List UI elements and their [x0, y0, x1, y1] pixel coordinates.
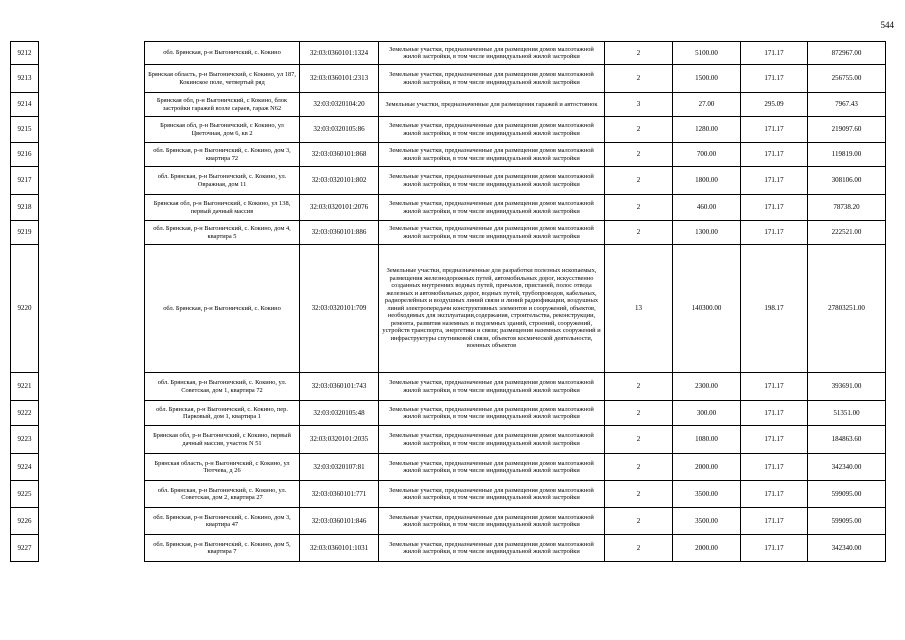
address-cell: обл. Брянская, р-н Выгоничский, с. Кокино — [145, 42, 300, 65]
specific-value-cell: 295.09 — [741, 93, 808, 117]
group-cell: 2 — [605, 535, 673, 562]
land-use-cell: Земельные участки, предназначенные для размещения домов малоэтажной жилой застройки, в том числе индивидуальной жилой застройки — [379, 535, 605, 562]
group-cell: 2 — [605, 508, 673, 535]
cadastral-number-cell: 32:03:0360101:743 — [300, 373, 379, 401]
specific-value-cell: 171.17 — [741, 143, 808, 167]
cadastral-number-cell: 32:03:0320107:81 — [300, 454, 379, 481]
group-cell: 2 — [605, 117, 673, 143]
table-row — [11, 195, 886, 221]
row-number-cell: 9220 — [11, 245, 39, 373]
row-number-cell: 9225 — [11, 481, 39, 508]
table-row — [11, 167, 886, 195]
land-use-cell: Земельные участки, предназначенные для размещения домов малоэтажной жилой застройки, в том числе индивидуальной жилой застройки — [379, 167, 605, 195]
group-cell: 2 — [605, 195, 673, 221]
address-cell: Брянская обл, р-н Выгоничский, с Кокино, ул 138, первый дачный массив — [145, 195, 300, 221]
address-cell: Брянская область, р-н Выгоничский, с Кокино, ул Тютчева, д 26 — [145, 454, 300, 481]
land-use-cell: Земельные участки, предназначенные для размещения домов малоэтажной жилой застройки, в том числе индивидуальной жилой застройки — [379, 508, 605, 535]
specific-value-cell: 171.17 — [741, 535, 808, 562]
cadastral-number-cell: 32:03:0360101:886 — [300, 221, 379, 245]
land-use-cell: Земельные участки, предназначенные для размещения домов малоэтажной жилой застройки, в том числе индивидуальной жилой застройки — [379, 426, 605, 454]
land-use-cell: Земельные участки, предназначенные для размещения домов малоэтажной жилой застройки, в том числе индивидуальной жилой застройки — [379, 117, 605, 143]
cadastral-value-cell: 342340.00 — [808, 535, 886, 562]
group-cell: 2 — [605, 167, 673, 195]
area-cell: 460.00 — [673, 195, 741, 221]
specific-value-cell: 171.17 — [741, 454, 808, 481]
area-cell: 2000.00 — [673, 535, 741, 562]
area-cell: 3500.00 — [673, 481, 741, 508]
area-cell: 2300.00 — [673, 373, 741, 401]
specific-value-cell: 171.17 — [741, 401, 808, 426]
cadastral-number-cell: 32:03:0320101:802 — [300, 167, 379, 195]
address-cell: Брянская обл, р-н Выгоничский, с Кокино, первый дачный массив, участок N 51 — [145, 426, 300, 454]
cadastral-value-cell: 119819.00 — [808, 143, 886, 167]
cadastral-number-cell: 32:03:0320101:2076 — [300, 195, 379, 221]
blank-cell — [39, 195, 145, 221]
blank-cell — [39, 42, 145, 65]
group-cell: 2 — [605, 42, 673, 65]
cadastral-number-cell: 32:03:0360101:771 — [300, 481, 379, 508]
cadastral-value-cell: 308106.00 — [808, 167, 886, 195]
address-cell: обл. Брянская, р-н Выгоничский, с. Кокино, ул. Советская, дом 2, квартира 27 — [145, 481, 300, 508]
area-cell: 140300.00 — [673, 245, 741, 373]
row-number-cell: 9219 — [11, 221, 39, 245]
table-row — [11, 42, 886, 65]
land-use-cell: Земельные участки, предназначенные для размещения домов малоэтажной жилой застройки, в том числе индивидуальной жилой застройки — [379, 143, 605, 167]
cadastral-number-cell: 32:03:0360101:846 — [300, 508, 379, 535]
cadastral-number-cell: 32:03:0320105:86 — [300, 117, 379, 143]
group-cell: 2 — [605, 143, 673, 167]
address-cell: обл. Брянская, р-н Выгоничский, с. Кокино, пер. Парковый, дом 1, квартира 1 — [145, 401, 300, 426]
land-use-cell: Земельные участки, предназначенные для размещения домов малоэтажной жилой застройки, в том числе индивидуальной жилой застройки — [379, 481, 605, 508]
blank-cell — [39, 481, 145, 508]
table-row — [11, 481, 886, 508]
land-use-cell: Земельные участки, предназначенные для размещения домов малоэтажной жилой застройки, в том числе индивидуальной жилой застройки — [379, 221, 605, 245]
row-number-cell: 9221 — [11, 373, 39, 401]
blank-cell — [39, 143, 145, 167]
area-cell: 1300.00 — [673, 221, 741, 245]
row-number-cell: 9226 — [11, 508, 39, 535]
area-cell: 1500.00 — [673, 65, 741, 93]
area-cell: 1800.00 — [673, 167, 741, 195]
table-row — [11, 65, 886, 93]
table-row — [11, 535, 886, 562]
blank-cell — [39, 535, 145, 562]
table-row — [11, 373, 886, 401]
land-use-cell: Земельные участки, предназначенные для разработки полезных ископаемых, размещения железнодорожных путей, автомобильных дорог, искусственно созданных внутренних водных путей, причалов, пристаней, полос отвода железных и автомобильных дорог, водных путей, трубопроводов, кабельных, радиорелейных и воздушных линий связи и линий радиофикации, воздушных линий электропередачи конструктивных элементов и сооружений, объектов, необходимых для эксплуатации,содержания, строительства, реконструкции, ремонта, развития наземных и подземных зданий, строений, сооружений, устройств транспорта, энергетики и связи; размещения наземных сооружений и инфраструктуры спутниковой связи, объектов космической деятельности, военных объектов — [379, 245, 605, 373]
cadastral-value-cell: 872967.00 — [808, 42, 886, 65]
row-number-cell: 9212 — [11, 42, 39, 65]
blank-cell — [39, 426, 145, 454]
cadastral-value-cell: 599095.00 — [808, 481, 886, 508]
blank-cell — [39, 117, 145, 143]
group-cell: 2 — [605, 373, 673, 401]
row-number-cell: 9215 — [11, 117, 39, 143]
specific-value-cell: 171.17 — [741, 195, 808, 221]
specific-value-cell: 171.17 — [741, 65, 808, 93]
table-row — [11, 117, 886, 143]
group-cell: 2 — [605, 65, 673, 93]
row-number-cell: 9223 — [11, 426, 39, 454]
cadastral-number-cell: 32:03:0320105:48 — [300, 401, 379, 426]
table-row — [11, 245, 886, 373]
page-number: 544 — [880, 20, 894, 30]
cadastral-number-cell: 32:03:0360101:2313 — [300, 65, 379, 93]
cadastral-value-table — [10, 41, 886, 562]
cadastral-number-cell: 32:03:0360101:868 — [300, 143, 379, 167]
group-cell: 2 — [605, 221, 673, 245]
specific-value-cell: 171.17 — [741, 117, 808, 143]
specific-value-cell: 198.17 — [741, 245, 808, 373]
cadastral-value-cell: 219097.60 — [808, 117, 886, 143]
land-use-cell: Земельные участки, предназначенные для размещения домов малоэтажной жилой застройки, в том числе индивидуальной жилой застройки — [379, 42, 605, 65]
row-number-cell: 9227 — [11, 535, 39, 562]
blank-cell — [39, 454, 145, 481]
table-row — [11, 221, 886, 245]
table-row — [11, 426, 886, 454]
area-cell: 1080.00 — [673, 426, 741, 454]
blank-cell — [39, 65, 145, 93]
address-cell: обл. Брянская, р-н Выгоничский, с. Кокино, дом 3, квартира 72 — [145, 143, 300, 167]
address-cell: обл. Брянская, р-н Выгоничский, с. Кокино, дом 3, квартира 47 — [145, 508, 300, 535]
area-cell: 2000.00 — [673, 454, 741, 481]
group-cell: 13 — [605, 245, 673, 373]
area-cell: 700.00 — [673, 143, 741, 167]
row-number-cell: 9213 — [11, 65, 39, 93]
address-cell: Брянская область, р-н Выгоничский, с Кокино, ул 187, Кокинское поле, четвертый ряд — [145, 65, 300, 93]
cadastral-number-cell: 32:03:0360101:1031 — [300, 535, 379, 562]
group-cell: 2 — [605, 401, 673, 426]
table-row — [11, 143, 886, 167]
land-use-cell: Земельные участки, предназначенные для размещения домов малоэтажной жилой застройки, в том числе индивидуальной жилой застройки — [379, 65, 605, 93]
cadastral-value-cell: 78738.20 — [808, 195, 886, 221]
area-cell: 5100.00 — [673, 42, 741, 65]
group-cell: 2 — [605, 481, 673, 508]
address-cell: обл. Брянская, р-н Выгоничский, с. Кокино, ул. Овражная, дом 11 — [145, 167, 300, 195]
table-row — [11, 454, 886, 481]
address-cell: обл. Брянская, р-н Выгоничский, с. Кокино, ул. Советская, дом 1, квартира 72 — [145, 373, 300, 401]
table-body — [11, 42, 886, 562]
address-cell: обл. Брянская, р-н Выгоничский, с. Кокино — [145, 245, 300, 373]
cadastral-number-cell: 32:03:0320101:2035 — [300, 426, 379, 454]
address-cell: обл. Брянская, р-н Выгоничский, с. Кокино, дом 5, квартира 7 — [145, 535, 300, 562]
row-number-cell: 9216 — [11, 143, 39, 167]
land-use-cell: Земельные участки, предназначенные для размещения гаражей и автостоянок — [379, 93, 605, 117]
blank-cell — [39, 167, 145, 195]
cadastral-value-cell: 7967.43 — [808, 93, 886, 117]
address-cell: Брянская обл, р-н Выгоничский, с Кокино, блок застройки гаражей возле сараев, гараж N62 — [145, 93, 300, 117]
cadastral-number-cell: 32:03:0320101:709 — [300, 245, 379, 373]
specific-value-cell: 171.17 — [741, 373, 808, 401]
specific-value-cell: 171.17 — [741, 167, 808, 195]
specific-value-cell: 171.17 — [741, 508, 808, 535]
blank-cell — [39, 508, 145, 535]
blank-cell — [39, 245, 145, 373]
address-cell: обл. Брянская, р-н Выгоничский, с. Кокино, дом 4, квартира 5 — [145, 221, 300, 245]
row-number-cell: 9214 — [11, 93, 39, 117]
area-cell: 1280.00 — [673, 117, 741, 143]
table-row — [11, 93, 886, 117]
blank-cell — [39, 401, 145, 426]
specific-value-cell: 171.17 — [741, 426, 808, 454]
cadastral-value-cell: 27803251.00 — [808, 245, 886, 373]
cadastral-number-cell: 32:03:0320104:20 — [300, 93, 379, 117]
group-cell: 2 — [605, 454, 673, 481]
blank-cell — [39, 221, 145, 245]
land-use-cell: Земельные участки, предназначенные для размещения домов малоэтажной жилой застройки, в том числе индивидуальной жилой застройки — [379, 454, 605, 481]
cadastral-value-cell: 599095.00 — [808, 508, 886, 535]
group-cell: 2 — [605, 426, 673, 454]
cadastral-value-cell: 393691.00 — [808, 373, 886, 401]
cadastral-value-cell: 184863.60 — [808, 426, 886, 454]
cadastral-value-cell: 256755.00 — [808, 65, 886, 93]
land-use-cell: Земельные участки, предназначенные для размещения домов малоэтажной жилой застройки, в том числе индивидуальной жилой застройки — [379, 401, 605, 426]
cadastral-value-cell: 222521.00 — [808, 221, 886, 245]
blank-cell — [39, 373, 145, 401]
row-number-cell: 9222 — [11, 401, 39, 426]
area-cell: 300.00 — [673, 401, 741, 426]
table-row — [11, 401, 886, 426]
address-cell: Брянская обл, р-н Выгоничский, с Кокино, ул Цветочная, дом 6, кв 2 — [145, 117, 300, 143]
area-cell: 27.00 — [673, 93, 741, 117]
specific-value-cell: 171.17 — [741, 481, 808, 508]
specific-value-cell: 171.17 — [741, 221, 808, 245]
land-use-cell: Земельные участки, предназначенные для размещения домов малоэтажной жилой застройки, в том числе индивидуальной жилой застройки — [379, 195, 605, 221]
specific-value-cell: 171.17 — [741, 42, 808, 65]
group-cell: 3 — [605, 93, 673, 117]
cadastral-value-cell: 342340.00 — [808, 454, 886, 481]
table-row — [11, 508, 886, 535]
land-use-cell: Земельные участки, предназначенные для размещения домов малоэтажной жилой застройки, в том числе индивидуальной жилой застройки — [379, 373, 605, 401]
blank-cell — [39, 93, 145, 117]
row-number-cell: 9218 — [11, 195, 39, 221]
cadastral-number-cell: 32:03:0360101:1324 — [300, 42, 379, 65]
row-number-cell: 9217 — [11, 167, 39, 195]
row-number-cell: 9224 — [11, 454, 39, 481]
area-cell: 3500.00 — [673, 508, 741, 535]
cadastral-value-cell: 51351.00 — [808, 401, 886, 426]
